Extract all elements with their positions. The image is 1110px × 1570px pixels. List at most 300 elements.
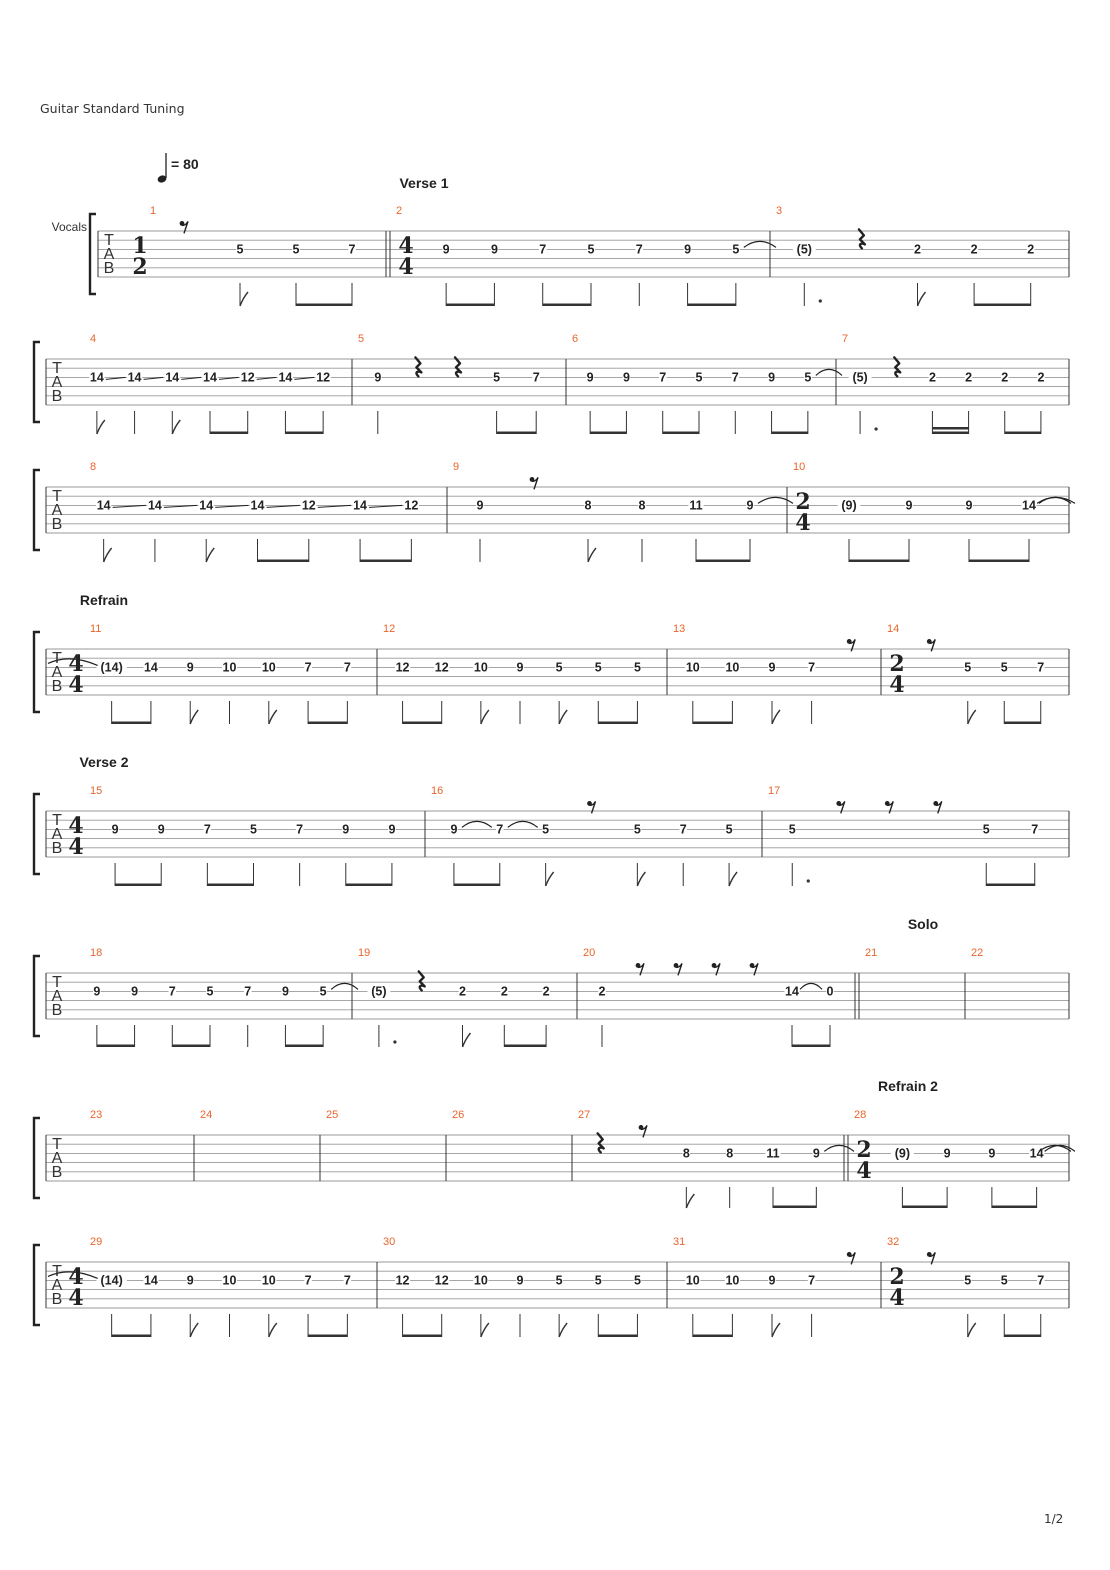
beam — [773, 1206, 816, 1209]
fret-number: 9 — [186, 660, 194, 675]
time-sig-bottom: 4 — [856, 1158, 872, 1184]
measure-17 — [762, 785, 1039, 886]
fret-number: 5 — [1000, 660, 1008, 675]
fret-number: (14) — [100, 660, 123, 675]
beam — [1005, 432, 1041, 435]
tab-system — [34, 592, 1069, 724]
tab-clef-letter: T — [104, 232, 114, 249]
fret-number: 9 — [622, 370, 630, 385]
quarter-rest — [598, 1133, 604, 1152]
fret-number: 14 — [127, 370, 142, 385]
fret-number: 5 — [982, 822, 990, 837]
fret-number: 12 — [434, 660, 449, 675]
measure-19 — [352, 947, 550, 1047]
beam — [543, 304, 591, 307]
measure-number: 13 — [673, 623, 686, 635]
measure-number: 25 — [326, 1109, 339, 1121]
note-flag — [481, 1323, 489, 1337]
fret-number: 14 — [143, 660, 158, 675]
system-bracket — [34, 1245, 40, 1325]
measure-number: 26 — [452, 1109, 465, 1121]
fret-number: 9 — [746, 498, 754, 513]
track-name: Vocals — [51, 220, 87, 234]
fret-number: 8 — [682, 1146, 690, 1161]
fret-number: 9 — [342, 822, 350, 837]
measure-number: 20 — [583, 947, 596, 959]
fret-number: 7 — [635, 242, 643, 257]
eighth-rest — [530, 477, 538, 489]
time-sig-top: 2 — [795, 489, 811, 515]
measure-8 — [90, 461, 419, 562]
fret-number: 10 — [725, 1273, 740, 1288]
measure-26 — [446, 1109, 464, 1181]
fret-number: 9 — [281, 984, 289, 999]
measure-number: 30 — [383, 1236, 396, 1248]
tab-clef-letter: T — [52, 360, 62, 377]
fret-number: 7 — [1031, 822, 1039, 837]
fret-number: 14 — [353, 498, 368, 513]
measure-25 — [320, 1109, 338, 1181]
system-bracket — [34, 342, 40, 422]
fret-number: (5) — [796, 242, 812, 257]
tuning-label: Guitar Standard Tuning — [40, 101, 185, 116]
fret-number: 14 — [278, 370, 293, 385]
fret-number: 9 — [131, 984, 139, 999]
measure-number: 12 — [383, 623, 396, 635]
fret-number: 5 — [964, 1273, 972, 1288]
measure-number: 15 — [90, 785, 103, 797]
fret-number: 10 — [261, 660, 276, 675]
fret-number: 5 — [319, 984, 327, 999]
fret-number: 9 — [186, 1273, 194, 1288]
time-sig-bottom: 2 — [132, 254, 148, 280]
note-flag — [104, 548, 112, 562]
fret-number: 7 — [203, 822, 211, 837]
fret-number: 10 — [222, 660, 237, 675]
time-sig-bottom: 4 — [68, 1285, 84, 1311]
note-flag — [588, 548, 596, 562]
fret-number: 9 — [157, 822, 165, 837]
fret-number: 14 — [1022, 498, 1036, 513]
tab-system — [34, 1078, 1075, 1208]
measure-3 — [770, 205, 1035, 306]
fret-number: 2 — [970, 242, 978, 257]
measure-number: 3 — [776, 205, 783, 217]
tab-clef-letter: B — [51, 388, 63, 405]
tab-clef-letter: B — [51, 516, 63, 533]
time-sig-bottom: 4 — [889, 1285, 905, 1311]
fret-number: 9 — [988, 1146, 996, 1161]
tempo-marking — [157, 153, 199, 184]
note-flag — [240, 292, 248, 306]
fret-number: 14 — [147, 498, 162, 513]
tab-clef-letter: A — [51, 502, 63, 519]
measure-number: 19 — [358, 947, 371, 959]
measure-number: 29 — [90, 1236, 103, 1248]
measure-16 — [425, 785, 737, 886]
time-sig-top: 4 — [398, 233, 414, 259]
fret-number: 5 — [493, 370, 501, 385]
beam — [969, 560, 1029, 563]
time-sig-bottom: 4 — [68, 672, 84, 698]
measure-number: 5 — [358, 333, 365, 345]
tie — [508, 821, 538, 827]
fret-number: (9) — [894, 1146, 911, 1161]
time-sig-bottom: 4 — [68, 834, 84, 860]
quarter-rest — [415, 357, 421, 376]
fret-number: 10 — [222, 1273, 237, 1288]
measure-2 — [386, 205, 776, 306]
time-sig-top: 2 — [856, 1137, 872, 1163]
eighth-rest — [933, 801, 941, 813]
measure-15 — [68, 785, 395, 886]
measure-number: 18 — [90, 947, 103, 959]
measure-4 — [89, 333, 330, 434]
tab-system — [34, 1236, 1069, 1337]
fret-number: 9 — [388, 822, 396, 837]
tie — [800, 983, 822, 989]
system-bracket — [34, 794, 40, 874]
tie — [462, 821, 492, 827]
measure-32 — [881, 1236, 1045, 1337]
measure-number: 10 — [793, 461, 806, 473]
time-sig-top: 4 — [68, 813, 84, 839]
eighth-rest — [847, 1252, 855, 1264]
fret-number: 12 — [395, 660, 410, 675]
fret-number: 12 — [316, 370, 331, 385]
fret-number: 0 — [826, 984, 834, 999]
beam — [1004, 1335, 1041, 1338]
fret-number: 11 — [766, 1146, 780, 1161]
fret-number: 5 — [1000, 1273, 1008, 1288]
measure-number: 24 — [200, 1109, 213, 1121]
beam — [454, 884, 500, 887]
tab-clef-letter: T — [52, 488, 62, 505]
fret-number: 10 — [685, 1273, 700, 1288]
beam — [696, 560, 750, 563]
measure-number: 16 — [431, 785, 444, 797]
beam — [296, 304, 352, 307]
measure-10 — [787, 461, 1075, 562]
fret-number: 9 — [516, 660, 524, 675]
tab-system — [34, 333, 1069, 434]
fret-number: 2 — [459, 984, 466, 999]
fret-number: 7 — [343, 1273, 351, 1288]
note-flag — [559, 1323, 567, 1337]
fret-number: 5 — [633, 822, 641, 837]
note-flag — [772, 1323, 780, 1337]
beam — [932, 432, 968, 435]
beam — [974, 304, 1031, 307]
note-flag — [918, 292, 926, 306]
tab-system — [34, 916, 1069, 1047]
measure-20 — [577, 947, 834, 1047]
fret-number: 9 — [768, 660, 776, 675]
fret-number: 9 — [476, 498, 484, 513]
fret-number: 2 — [914, 242, 921, 257]
fret-number: 7 — [296, 822, 304, 837]
beam — [598, 1335, 637, 1338]
section-label: Refrain — [79, 592, 129, 608]
section-label: Solo — [907, 916, 939, 932]
note-flag — [481, 710, 489, 724]
beam — [992, 1206, 1037, 1209]
quarter-rest — [894, 357, 900, 376]
fret-number: 7 — [1037, 1273, 1045, 1288]
section-label: Verse 2 — [79, 754, 129, 770]
note-flag — [772, 710, 780, 724]
eighth-rest — [927, 639, 935, 651]
fret-number: 7 — [304, 1273, 312, 1288]
time-sig-top: 4 — [68, 651, 84, 677]
measure-1 — [132, 205, 355, 306]
tie — [758, 497, 793, 503]
note-flag — [269, 1323, 277, 1337]
fret-number: 14 — [143, 1273, 158, 1288]
fret-number: 7 — [343, 660, 351, 675]
fret-number: 5 — [250, 822, 257, 837]
eighth-rest — [847, 639, 855, 651]
fret-number: 9 — [965, 498, 973, 513]
tab-clef-letter: B — [51, 678, 63, 695]
fret-number: 9 — [812, 1146, 820, 1161]
measure-number: 22 — [971, 947, 984, 959]
beam — [693, 722, 733, 725]
beam — [258, 560, 309, 563]
measure-14 — [881, 623, 1045, 724]
note-flag — [206, 548, 214, 562]
fret-number: 8 — [638, 498, 646, 513]
fret-number: 5 — [695, 370, 703, 385]
fret-number: 2 — [1027, 242, 1035, 257]
fret-number: 12 — [434, 1273, 449, 1288]
tie — [824, 1145, 854, 1151]
fret-number: 5 — [594, 660, 602, 675]
beam — [688, 304, 736, 307]
fret-number: 11 — [689, 498, 703, 513]
tab-system — [52, 153, 1069, 306]
note-flag — [637, 872, 645, 886]
measure-22 — [965, 947, 983, 1019]
beam — [112, 722, 151, 725]
fret-number: 5 — [587, 242, 595, 257]
measure-29 — [48, 1236, 351, 1337]
fret-number: 7 — [168, 984, 176, 999]
time-sig-bottom: 4 — [889, 672, 905, 698]
fret-number: 7 — [731, 370, 739, 385]
note-flag — [190, 1323, 198, 1337]
tab-clef-letter: A — [51, 374, 63, 391]
fret-number: 5 — [555, 660, 563, 675]
note-flag — [269, 710, 277, 724]
eighth-rest — [636, 963, 644, 975]
fret-number: 9 — [374, 370, 382, 385]
beam-16th — [932, 427, 968, 430]
fret-number: 2 — [1037, 370, 1045, 385]
time-sig-bottom: 4 — [795, 510, 811, 536]
beam — [112, 1335, 151, 1338]
fret-number: 10 — [261, 1273, 276, 1288]
tie — [1039, 497, 1071, 503]
time-sig-top: 1 — [132, 233, 148, 259]
measure-6 — [566, 333, 842, 434]
fret-number: 5 — [206, 984, 214, 999]
fret-number: 14 — [1029, 1146, 1044, 1161]
note-flag — [463, 1033, 471, 1047]
measure-number: 1 — [150, 205, 157, 217]
fret-number: 9 — [768, 370, 776, 385]
tab-clef-letter: A — [103, 246, 115, 263]
time-sig-top: 2 — [889, 1264, 905, 1290]
fret-number: 2 — [542, 984, 550, 999]
fret-number: 5 — [633, 1273, 641, 1288]
tab-clef-letter: T — [52, 974, 62, 991]
eighth-rest — [587, 801, 595, 813]
fret-number: 7 — [1037, 660, 1045, 675]
fret-number: (14) — [100, 1273, 123, 1288]
time-sig-bottom: 4 — [398, 254, 414, 280]
system-bracket — [34, 1118, 40, 1198]
measure-number: 8 — [90, 461, 97, 473]
measure-7 — [836, 333, 1045, 434]
fret-number: 10 — [725, 660, 740, 675]
measure-21 — [855, 947, 877, 1019]
dot — [819, 299, 822, 302]
beam — [308, 1335, 347, 1338]
system-bracket — [90, 214, 96, 294]
beam — [849, 560, 909, 563]
tab-clef-letter: T — [52, 1263, 62, 1280]
measure-11 — [48, 623, 351, 724]
beam — [403, 722, 442, 725]
fret-number: 5 — [732, 242, 740, 257]
fret-number: (5) — [371, 984, 387, 999]
measure-number: 4 — [90, 333, 97, 345]
fret-number: 10 — [473, 1273, 488, 1288]
tab-clef-letter: B — [51, 1291, 63, 1308]
beam — [210, 432, 248, 435]
fret-number: 12 — [301, 498, 316, 513]
fret-number: 14 — [165, 370, 180, 385]
fret-number: 9 — [442, 242, 450, 257]
measure-number: 27 — [578, 1109, 591, 1121]
fret-number: 5 — [788, 822, 796, 837]
fret-number: 5 — [555, 1273, 563, 1288]
fret-number: 5 — [725, 822, 733, 837]
fret-number: 9 — [450, 822, 458, 837]
tab-clef-letter: B — [103, 260, 115, 277]
time-sig-top: 2 — [889, 651, 905, 677]
eighth-rest — [927, 1252, 935, 1264]
eighth-rest — [180, 221, 188, 233]
measure-13 — [667, 623, 855, 724]
fret-number: 10 — [473, 660, 488, 675]
fret-number: 5 — [236, 242, 244, 257]
measure-number: 21 — [865, 947, 878, 959]
tab-system — [34, 461, 1075, 562]
section-label: Verse 1 — [399, 175, 449, 191]
fret-number: 7 — [532, 370, 540, 385]
fret-number: 9 — [905, 498, 913, 513]
section-label: Refrain 2 — [878, 1078, 938, 1094]
fret-number: 2 — [598, 984, 606, 999]
beam — [772, 432, 808, 435]
fret-number: 9 — [943, 1146, 951, 1161]
tab-clef-letter: A — [51, 1277, 63, 1294]
measure-number: 23 — [90, 1109, 103, 1121]
fret-number: 5 — [542, 822, 550, 837]
fret-number: 14 — [199, 498, 214, 513]
note-flag — [97, 420, 105, 434]
fret-number: 5 — [633, 660, 641, 675]
fret-number: 9 — [111, 822, 119, 837]
eighth-rest — [639, 1125, 647, 1137]
measure-9 — [447, 461, 793, 562]
fret-number: 5 — [292, 242, 300, 257]
dot — [393, 1040, 396, 1043]
fret-number: 10 — [685, 660, 700, 675]
measure-30 — [377, 1236, 641, 1337]
measure-number: 14 — [887, 623, 900, 635]
measure-number: 9 — [453, 461, 460, 473]
beam — [346, 884, 392, 887]
eighth-rest — [750, 963, 758, 975]
measure-number: 28 — [854, 1109, 867, 1121]
fret-number: 9 — [516, 1273, 524, 1288]
fret-number: 7 — [679, 822, 687, 837]
beam — [902, 1206, 947, 1209]
beam — [360, 560, 411, 563]
quarter-rest — [859, 229, 865, 248]
measure-number: 2 — [396, 205, 403, 217]
measure-23 — [90, 1109, 102, 1121]
system-bracket — [34, 956, 40, 1036]
beam — [504, 1045, 546, 1048]
beam — [663, 432, 699, 435]
fret-number: 14 — [89, 370, 104, 385]
note-flag — [172, 420, 180, 434]
tab-clef-letter: T — [52, 1136, 62, 1153]
measure-27 — [572, 1109, 854, 1208]
tab-clef-letter: T — [52, 812, 62, 829]
fret-number: 7 — [808, 1273, 816, 1288]
tab-clef-letter: A — [51, 826, 63, 843]
tempo-value: = 80 — [171, 156, 199, 172]
system-bracket — [34, 470, 40, 550]
fret-number: 7 — [496, 822, 504, 837]
fret-number: 5 — [594, 1273, 602, 1288]
dot — [807, 879, 810, 882]
fret-number: (5) — [852, 370, 868, 385]
quarter-rest — [419, 971, 425, 990]
measure-number: 17 — [768, 785, 781, 797]
note-flag — [729, 872, 737, 886]
tie — [816, 369, 842, 375]
fret-number: 9 — [684, 242, 692, 257]
fret-number: 9 — [490, 242, 498, 257]
beam — [598, 722, 637, 725]
measure-18 — [90, 947, 358, 1047]
fret-number: 7 — [304, 660, 312, 675]
eighth-rest — [712, 963, 720, 975]
measure-number: 6 — [572, 333, 579, 345]
measure-5 — [352, 333, 540, 434]
tab-clef-letter: A — [51, 988, 63, 1005]
fret-number: 7 — [348, 242, 356, 257]
fret-number: 7 — [659, 370, 667, 385]
fret-number: 14 — [250, 498, 265, 513]
fret-number: 2 — [965, 370, 973, 385]
